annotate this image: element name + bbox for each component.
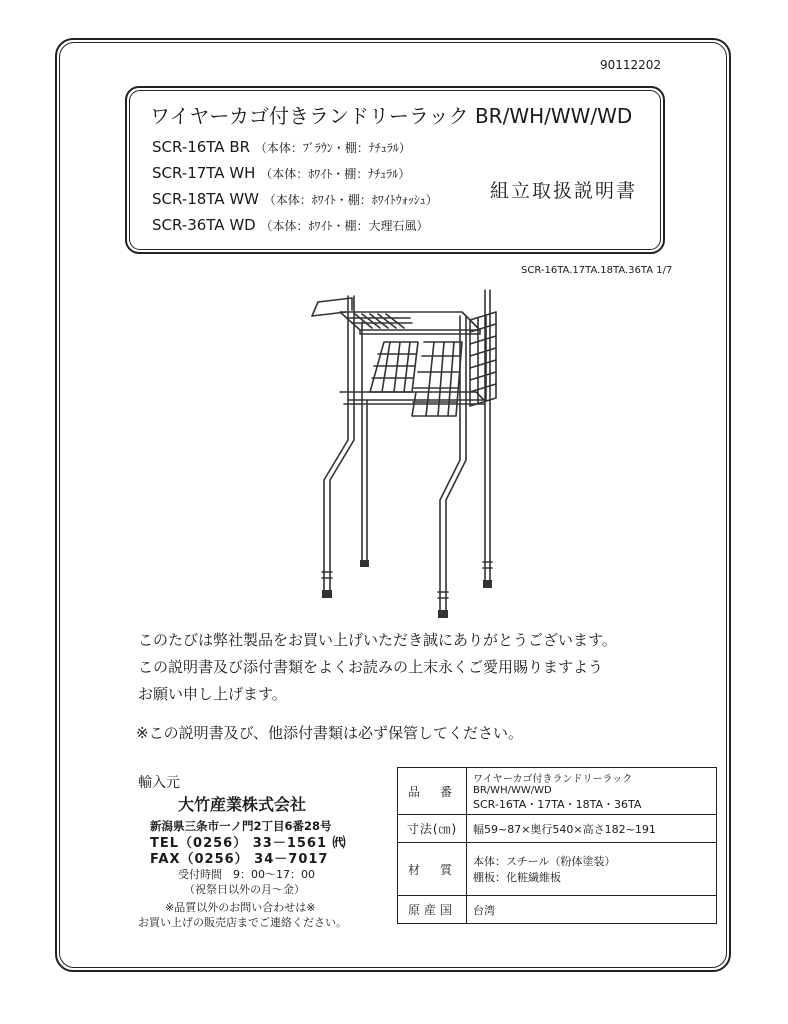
table-row	[398, 815, 717, 843]
model-line-1	[152, 138, 411, 156]
fax-number: FAX（0256） 34－7017	[150, 852, 329, 867]
row-header-dimensions: 寸法(㎝)	[398, 815, 467, 843]
page-reference: SCR-16TA.17TA.18TA.36TA 1/7	[521, 265, 673, 276]
inquiry-note-1: ※品質以外のお問い合わせは※	[165, 901, 316, 914]
row-header-origin: 原産国	[398, 896, 467, 924]
model-line-2	[152, 164, 410, 182]
model-spec: （本体：ﾎﾜｲﾄ・棚：大理石風）	[260, 219, 429, 233]
value-line: 台湾	[473, 903, 495, 917]
importer-label: 輸入元	[138, 775, 180, 791]
intro-line-1: このたびは弊社製品をお買い上げいただき誠にありがとうございます。	[138, 631, 617, 649]
intro-line-2: この説明書及び添付書類をよくお読みの上末永くご愛用賜りますよう	[138, 658, 604, 676]
row-value-material	[467, 843, 717, 896]
business-hours: 受付時間 9：00～17：00	[178, 868, 315, 881]
row-value-origin	[467, 896, 717, 924]
spec-table	[397, 767, 717, 924]
company-name: 大竹産業株式会社	[178, 795, 307, 814]
row-header-material: 材 質	[398, 843, 467, 896]
model-spec: （本体：ﾎﾜｲﾄ・棚：ﾎﾜｲﾄｳｫｯｼｭ）	[263, 193, 438, 207]
inquiry-note-2: お買い上げの販売店までご連絡ください。	[138, 916, 347, 929]
business-days: （祝祭日以外の月～金）	[184, 883, 305, 896]
table-row	[398, 768, 717, 815]
model-code: SCR-18TA WW	[152, 190, 259, 208]
row-header-product-number: 品 番	[398, 768, 467, 815]
value-line: SCR-16TA・17TA・18TA・36TA	[473, 798, 642, 811]
model-spec: （本体：ﾌﾞﾗｳﾝ・棚：ﾅﾁｭﾗﾙ）	[254, 141, 411, 155]
document-number: 90112202	[600, 58, 662, 72]
model-code: SCR-36TA WD	[152, 216, 256, 234]
model-line-4	[152, 216, 429, 234]
model-code: SCR-16TA BR	[152, 138, 251, 156]
phone-number: TEL（0256） 33－1561 ㈹	[150, 836, 347, 851]
keep-documents-note: ※この説明書及び、他添付書類は必ず保管してください。	[136, 724, 523, 742]
intro-line-3: お願い申し上げます。	[138, 685, 287, 703]
product-title: ワイヤーカゴ付きランドリーラック BR/WH/WW/WD	[150, 104, 633, 128]
row-value-dimensions	[467, 815, 717, 843]
model-line-3	[152, 190, 438, 208]
value-line: 本体：スチール（粉体塗装）	[473, 855, 616, 868]
laundry-rack-illustration	[300, 280, 500, 620]
table-row	[398, 843, 717, 896]
value-line: 棚板：化粧繊維板	[473, 871, 561, 884]
manual-title: 組立取扱説明書	[490, 180, 638, 202]
model-spec: （本体：ﾎﾜｲﾄ・棚：ﾅﾁｭﾗﾙ）	[260, 167, 411, 181]
company-address: 新潟県三条市一ノ門2丁目6番28号	[150, 819, 332, 833]
value-line: 幅59~87×奥行540×高さ182~191	[473, 822, 656, 836]
model-code: SCR-17TA WH	[152, 164, 256, 182]
value-line: ワイヤーカゴ付きランドリーラック BR/WH/WW/WD	[473, 774, 633, 796]
row-value-product-number	[467, 768, 717, 815]
table-row	[398, 896, 717, 924]
